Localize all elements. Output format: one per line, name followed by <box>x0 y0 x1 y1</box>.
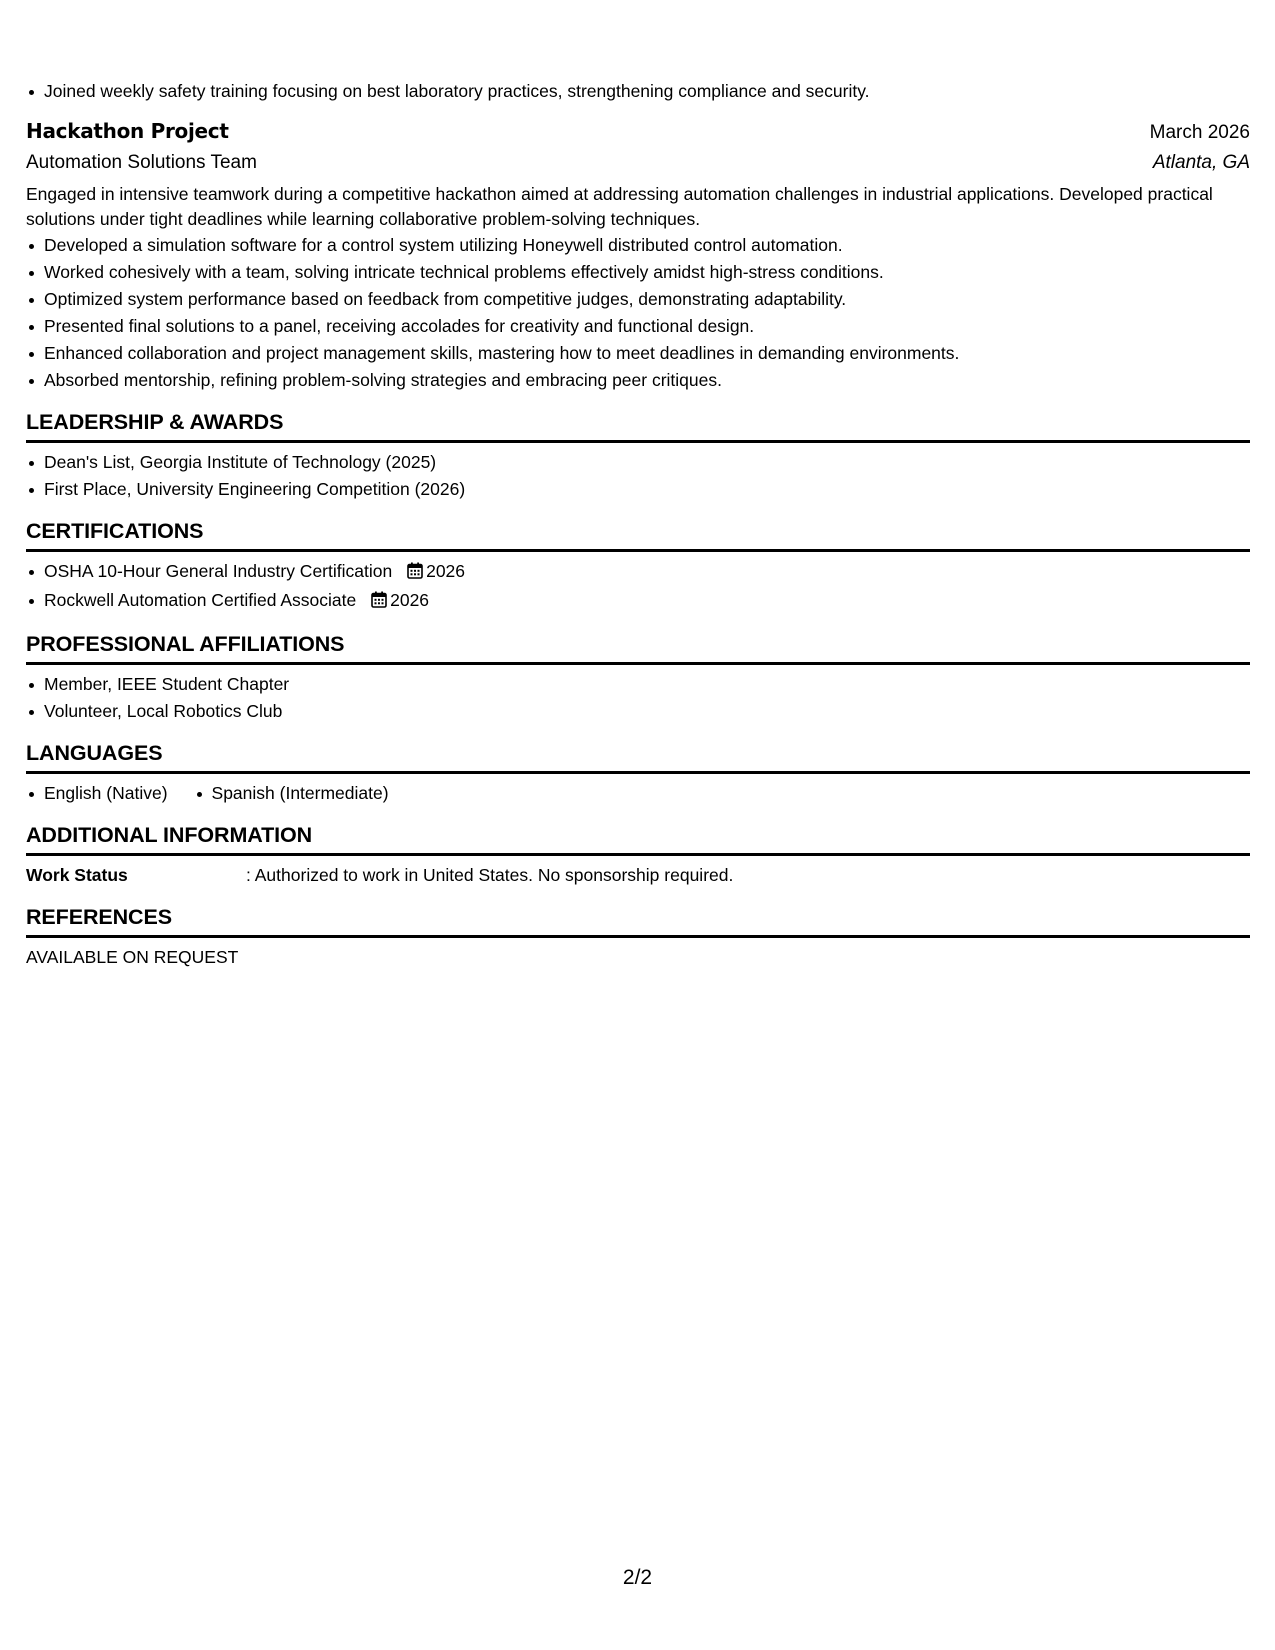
list-item: Worked cohesively with a team, solving intricate technical problems effectively amidst high-stress conditions. <box>44 259 1250 286</box>
language-item: English (Native) <box>44 780 168 807</box>
project-subheader <box>26 152 1250 174</box>
project-location: Atlanta, GA <box>1152 152 1250 173</box>
certifications-section <box>26 517 1250 616</box>
certification-item <box>44 558 1250 587</box>
project-header <box>26 119 1250 144</box>
affiliations-section <box>26 630 1250 725</box>
list-item: Member, IEEE Student Chapter <box>44 671 1250 698</box>
languages-section <box>26 739 1250 807</box>
project-bullets <box>26 232 1250 394</box>
calendar-icon <box>407 560 423 587</box>
certification-name: Rockwell Automation Certified Associate <box>44 590 357 610</box>
list-item: Absorbed mentorship, refining problem-solving strategies and embracing peer critiques. <box>44 367 1250 394</box>
section-heading: CERTIFICATIONS <box>26 517 1250 552</box>
list-item: Volunteer, Local Robotics Club <box>44 698 1250 725</box>
list-item: Joined weekly safety training focusing on best laboratory practices, strengthening compliance and security. <box>44 78 1250 105</box>
certification-item <box>44 587 1250 616</box>
project-entry <box>26 119 1250 394</box>
leadership-section <box>26 408 1250 503</box>
language-item: Spanish (Intermediate) <box>212 780 389 807</box>
section-heading: PROFESSIONAL AFFILIATIONS <box>26 630 1250 665</box>
section-heading: REFERENCES <box>26 903 1250 938</box>
project-title: Hackathon Project <box>26 119 229 143</box>
certification-name: OSHA 10-Hour General Industry Certification <box>44 561 393 581</box>
certifications-list <box>26 558 1250 616</box>
project-description: Engaged in intensive teamwork during a competitive hackathon aimed at addressing automation challenges in industrial applications. Developed practical solutions under tight deadlines while learning collaborative problem-solving techniques. <box>26 184 1213 229</box>
affiliations-list <box>26 671 1250 725</box>
list-item: Enhanced collaboration and project management skills, mastering how to meet deadlines in demanding environments. <box>44 340 1250 367</box>
list-item: Developed a simulation software for a control system utilizing Honeywell distributed control automation. <box>44 232 1250 259</box>
certification-year: 2026 <box>390 590 430 610</box>
list-item: Dean's List, Georgia Institute of Technology (2025) <box>44 449 1250 476</box>
project-date: March 2026 <box>1149 122 1250 143</box>
work-status-value: : Authorized to work in United States. No sponsorship required. <box>246 865 734 885</box>
section-heading: LEADERSHIP & AWARDS <box>26 408 1250 443</box>
previous-role-bullets <box>26 78 1250 105</box>
resume-page <box>26 78 1250 971</box>
list-item: Presented final solutions to a panel, receiving accolades for creativity and functional design. <box>44 313 1250 340</box>
references-section <box>26 903 1250 971</box>
work-status-label: Work Status <box>26 865 128 885</box>
page-number: 2/2 <box>622 1566 653 1589</box>
references-text: AVAILABLE ON REQUEST <box>26 947 239 967</box>
certification-year: 2026 <box>426 561 466 581</box>
list-item: Optimized system performance based on feedback from competitive judges, demonstrating adaptability. <box>44 286 1250 313</box>
leadership-list <box>26 449 1250 503</box>
project-organization: Automation Solutions Team <box>26 152 257 173</box>
calendar-icon <box>371 589 387 616</box>
list-item: First Place, University Engineering Competition (2026) <box>44 476 1250 503</box>
languages-list <box>26 780 1250 807</box>
section-heading: ADDITIONAL INFORMATION <box>26 821 1250 856</box>
work-status-row <box>26 862 1250 889</box>
section-heading: LANGUAGES <box>26 739 1250 774</box>
additional-info-section <box>26 821 1250 889</box>
